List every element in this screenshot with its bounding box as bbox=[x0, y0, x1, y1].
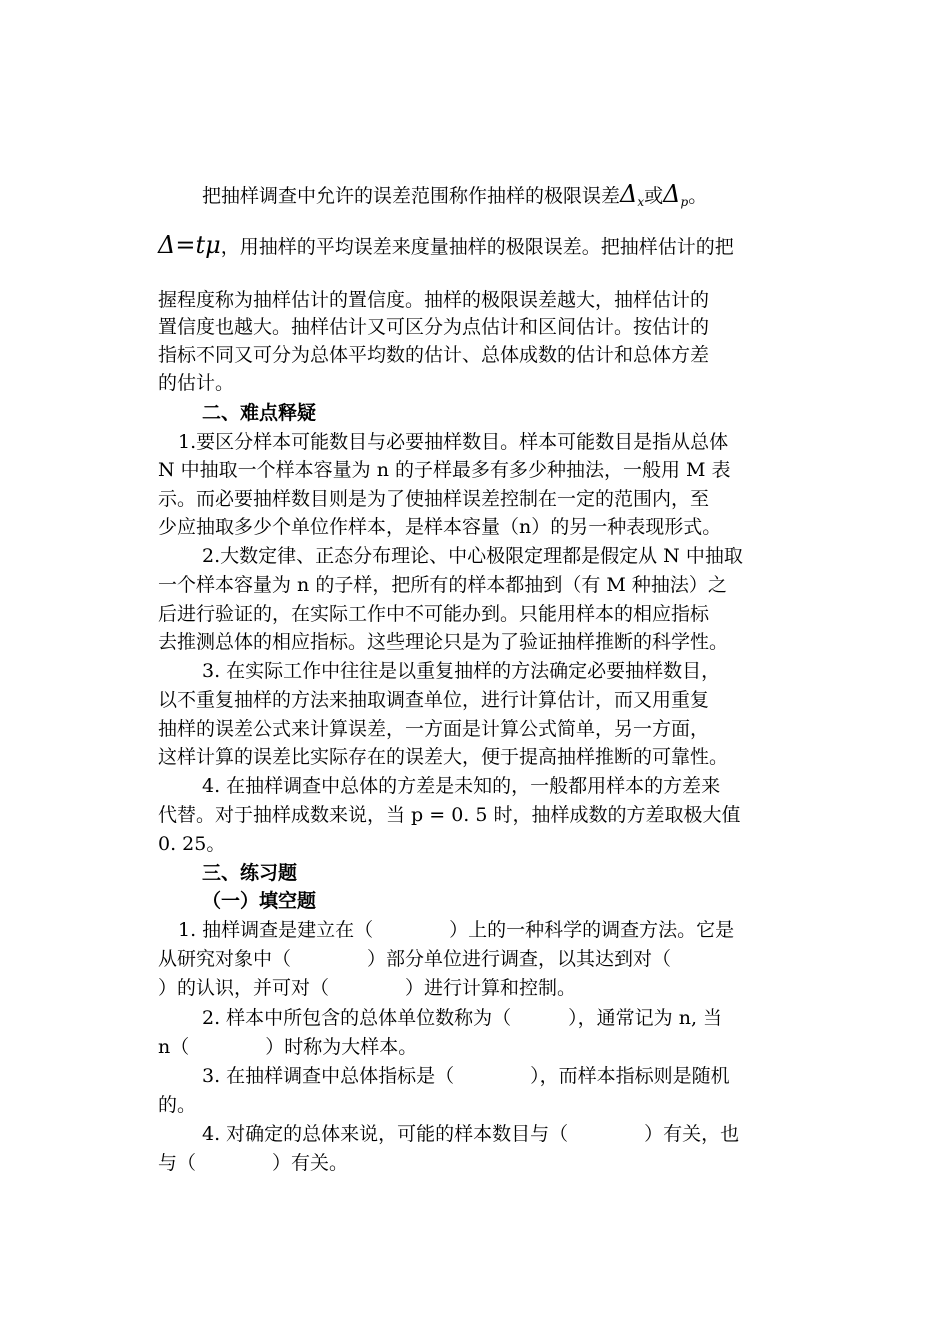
item-line: 示。而必要抽样数目则是为了使抽样误差控制在一定的范围内，至 bbox=[158, 488, 710, 510]
item-line: N 中抽取一个样本容量为 n 的子样最多有多少种抽法，一般用 M 表 bbox=[158, 459, 731, 481]
item-line: 2.大数定律、正态分布理论、中心极限定理都是假定从 N 中抽取 bbox=[202, 545, 743, 567]
question-line: 与（ ）有关。 bbox=[158, 1152, 349, 1174]
or-text: 或 bbox=[644, 185, 664, 207]
question-line: n（ ）时称为大样本。 bbox=[158, 1036, 418, 1058]
item-line: 抽样的误差公式来计算误差，一方面是计算公式简单，另一方面， bbox=[158, 718, 710, 740]
paragraph-limit-error bbox=[202, 182, 818, 214]
paragraph-line: 指标不同又可分为总体平均数的估计、总体成数的估计和总体方差 bbox=[158, 344, 710, 366]
paragraph-text: ，用抽样的平均误差来度量抽样的极限误差。把抽样估计的把 bbox=[220, 236, 734, 258]
question-line: 4. 对确定的总体来说，可能的样本数目与（ ）有关，也 bbox=[202, 1123, 740, 1145]
item-line: 一个样本容量为 n 的子样，把所有的样本都抽到（有 M 种抽法）之 bbox=[158, 574, 727, 596]
item-line: 少应抽取多少个单位作样本，是样本容量（n）的另一种表现形式。 bbox=[158, 516, 722, 538]
item-line: 这样计算的误差比实际存在的误差大，便于提高抽样推断的可靠性。 bbox=[158, 746, 729, 768]
item-line: 以不重复抽样的方法来抽取调查单位，进行计算估计，而又用重复 bbox=[158, 689, 710, 711]
period-text: 。 bbox=[688, 185, 708, 207]
formula: Δ=tμ bbox=[158, 231, 221, 259]
item-line: 3. 在实际工作中往往是以重复抽样的方法确定必要抽样数目， bbox=[202, 660, 721, 682]
item-line: 0. 25。 bbox=[158, 833, 226, 855]
item-line: 代替。对于抽样成数来说，当 p = 0. 5 时，抽样成数的方差取极大值 bbox=[158, 804, 741, 826]
subsection-heading: （一）填空题 bbox=[202, 890, 317, 912]
question-line: 3. 在抽样调查中总体指标是（ ），而样本指标则是随机 bbox=[202, 1065, 730, 1087]
item-line: 4. 在抽样调查中总体的方差是未知的，一般都用样本的方差来 bbox=[202, 775, 721, 797]
question-line: ）的认识，并可对（ ）进行计算和控制。 bbox=[158, 977, 577, 999]
paragraph-line: 置信度也越大。抽样估计又可区分为点估计和区间估计。按估计的 bbox=[158, 316, 710, 338]
section-heading: 三、练习题 bbox=[202, 862, 298, 884]
paragraph-text: 把抽样调查中允许的误差范围称作抽样的极限误差 bbox=[202, 185, 621, 207]
formula-line bbox=[158, 233, 818, 259]
paragraph-line: 握程度称为抽样估计的置信度。抽样的极限误差越大，抽样估计的 bbox=[158, 289, 710, 311]
item-line: 后进行验证的，在实际工作中不可能办到。只能用样本的相应指标 bbox=[158, 603, 710, 625]
paragraph-line: 的估计。 bbox=[158, 372, 235, 394]
section-heading: 二、难点释疑 bbox=[202, 402, 317, 424]
question-line: 从研究对象中（ ）部分单位进行调查，以其达到对（ bbox=[158, 948, 672, 970]
subscript-p: p bbox=[680, 195, 689, 209]
question-line: 的。 bbox=[158, 1094, 197, 1116]
item-line: 去推测总体的相应指标。这些理论只是为了验证抽样推断的科学性。 bbox=[158, 631, 729, 653]
item-line: 1.要区分样本可能数目与必要抽样数目。样本可能数目是指从总体 bbox=[178, 431, 729, 453]
question-line: 1. 抽样调查是建立在（ ）上的一种科学的调查方法。它是 bbox=[178, 919, 735, 941]
delta-symbol: Δ bbox=[620, 180, 638, 208]
subscript-x: x bbox=[637, 195, 645, 209]
question-line: 2. 样本中所包含的总体单位数称为（ ），通常记为 n, 当 bbox=[202, 1007, 723, 1029]
delta-symbol: Δ bbox=[663, 180, 681, 208]
